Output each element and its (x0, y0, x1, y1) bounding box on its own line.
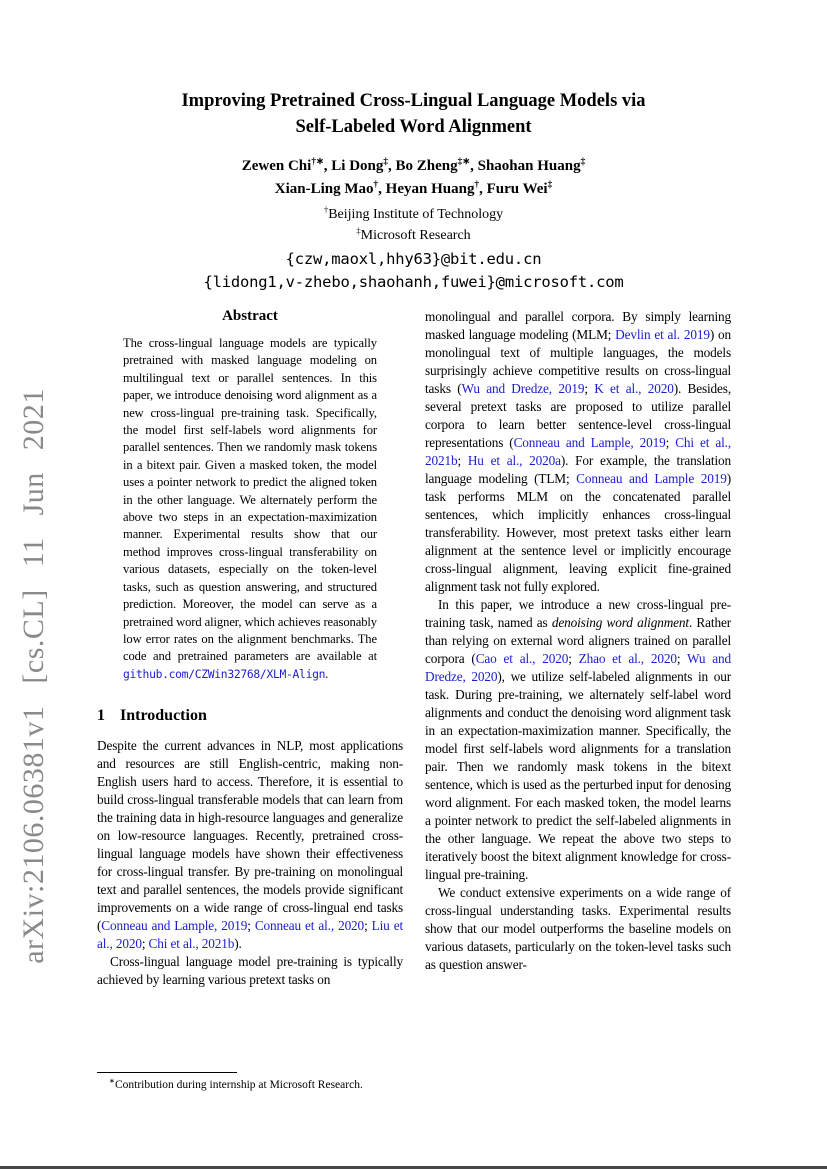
paper-title-line-2: Self-Labeled Word Alignment (295, 117, 532, 137)
body-paragraph-5: We conduct extensive experiments on a wide range of cross-lingual understanding tasks. Experimental results show that our model outperforms the baseline models on various datasets, particularly on the token-level tasks such as question answer- (425, 885, 731, 972)
section-number: 1 (97, 707, 105, 725)
left-column (97, 308, 403, 989)
superscript-marker: † (323, 204, 329, 215)
footnote-rule (97, 1072, 237, 1073)
section-title: Introduction (120, 707, 207, 725)
body-paragraph-4: In this paper, we introduce a new cross-lingual pre-training task, named as denoising word alignment. Rather than relying on external word aligners trained on parallel corpora (Cao et al., 2020; Zhao et al., 2020; Wu and Dredze, 2020), we utilize self-labeled alignments in our task. During pre-training, we alternately self-label word alignments and conduct the denoising word alignment task in an expectation-maximization manner. Specifically, the model first self-labels word alignments for a translation pair. Then we randomly mask tokens in the bitext sentence, which is used as the perturbed input for denosing word alignment. For each masked token, the model learns a pointer network to predict the self-labeled alignments in the other language. We repeat the above two steps to iteratively boost the bitext alignment knowledge for cross-lingual pre-training. (425, 597, 731, 882)
right-column (425, 308, 731, 974)
superscript-marker: ‡ (547, 180, 553, 190)
body-paragraph-3: monolingual and parallel corpora. By simply learning masked language modeling (MLM; Devlin et al. 2019) on monolingual text of multiple languages, the models surprisingly achieve competitive results on cross-lingual tasks (Wu and Dredze, 2019; K et al., 2020). Besides, several pretext tasks are proposed to utilize parallel corpora to learn better sentence-level cross-lingual representations (Conneau and Lample, 2019; Chi et al., 2021b; Hu et al., 2020a). For example, the translation language modeling (TLM; Conneau and Lample 2019) task performs MLM on the concatenated parallel sentences, which implicitly enhances cross-lingual transferability. However, most pretext tasks either learn alignment at the sentence level or implicitly encourage cross-lingual alignment, leaving explicit fine-grained alignment task not fully explored. (425, 309, 732, 594)
superscript-marker: † (474, 180, 480, 190)
author-line-1: Zewen Chi†∗, Li Dong‡, Bo Zheng‡∗, Shaohan Huang‡ (241, 157, 586, 174)
paper-header (0, 88, 827, 294)
section-1-heading (97, 707, 403, 725)
author-line-2: Xian-Ling Mao†, Heyan Huang†, Furu Wei‡ (274, 180, 553, 197)
citation-link[interactable]: Zhao et al., 2020 (578, 651, 677, 666)
citation-link[interactable]: Conneau and Lample, 2019 (101, 918, 248, 934)
footnote-text: ∗Contribution during internship at Microsoft Research. (109, 1077, 363, 1091)
superscript-marker: ‡∗ (457, 157, 471, 167)
superscript-marker: ∗ (109, 1077, 115, 1086)
url-link[interactable]: github.com/CZWin32768/XLM-Align (123, 666, 326, 681)
affiliation-2: ‡Microsoft Research (356, 225, 471, 243)
affiliation-1: †Beijing Institute of Technology (323, 204, 504, 222)
citation-link[interactable]: Chi et al., 2021b (425, 435, 731, 468)
intro-paragraph-2: Cross-lingual language model pre-training is typically achieved by learning various pretext tasks on (97, 954, 403, 988)
abstract-text: The cross-lingual language models are typically pretrained with masked language modeling on multilingual text or parallel sentences. In this paper, we introduce denoising word alignment as a new cross-lingual pre-training task. Specifically, the model first self-labels word alignments for parallel sentences. Then we randomly mask tokens in a bitext pair. Given a masked token, the model uses a pointer network to predict the aligned token in the other language. We alternately perform the above two steps in an expectation-maximization manner. Experimental results show that our method improves cross-lingual transferability on various datasets, especially on the token-level tasks, such as question answering, and structured prediction. Moreover, the model can serve as a pretrained word aligner, which achieves reasonably low error rates on the alignment benchmarks. The code and pretrained parameters are available at github.com/CZWin32768/XLM-Align. (123, 336, 377, 681)
citation-link[interactable]: K et al., 2020 (594, 381, 674, 396)
citation-link[interactable]: Hu et al., 2020a (467, 453, 561, 468)
intro-paragraph-1: Despite the current advances in NLP, most applications and resources are still English-centric, making non-English users hard to access. Therefore, it is essential to build cross-lingual transferable models that can learn from the training data in high-resource languages and generalize on low-resource languages. Recently, pretrained cross-lingual language models have shown their effectiveness for cross-lingual transfer. By pre-training on monolingual text and parallel sentences, the models provide significant improvements on a wide range of cross-lingual end tasks (Conneau and Lample, 2019; Conneau et al., 2020; Liu et al., 2020; Chi et al., 2021b). (97, 738, 403, 952)
footnote-block (97, 1072, 403, 1092)
paper-title-line-1: Improving Pretrained Cross-Lingual Language Models via (181, 91, 646, 111)
citation-link[interactable]: Wu and Dredze, 2019 (461, 381, 585, 396)
arxiv-stamp: arXiv:2106.06381v1 [cs.CL] 11 Jun 2021 (17, 388, 50, 964)
citation-link[interactable]: Conneau et al., 2020 (254, 918, 365, 934)
superscript-marker: ‡ (383, 157, 389, 167)
emphasis-text: denoising word alignment (551, 615, 689, 630)
citation-link[interactable]: Conneau and Lample 2019 (576, 471, 727, 486)
superscript-marker: † (373, 180, 379, 190)
citation-link[interactable]: Chi et al., 2021b (148, 936, 235, 952)
citation-link[interactable]: Wu and Dredze, 2020 (425, 651, 731, 684)
citation-link[interactable]: Liu et al., 2020 (97, 918, 403, 952)
email-line-2: {lidong1,v-zhebo,shaohanh,fuwei}@microsoft.com (203, 273, 624, 291)
citation-link[interactable]: Cao et al., 2020 (475, 651, 569, 666)
paper-title (0, 88, 827, 140)
superscript-marker: ‡ (580, 157, 586, 167)
abstract-heading: Abstract (222, 308, 278, 324)
superscript-marker: ‡ (356, 225, 361, 236)
email-line-1: {czw,maoxl,hhy63}@bit.edu.cn (285, 250, 542, 268)
citation-link[interactable]: Devlin et al. 2019 (615, 327, 710, 342)
citation-link[interactable]: Conneau and Lample, 2019 (513, 435, 666, 450)
superscript-marker: †∗ (311, 157, 324, 167)
